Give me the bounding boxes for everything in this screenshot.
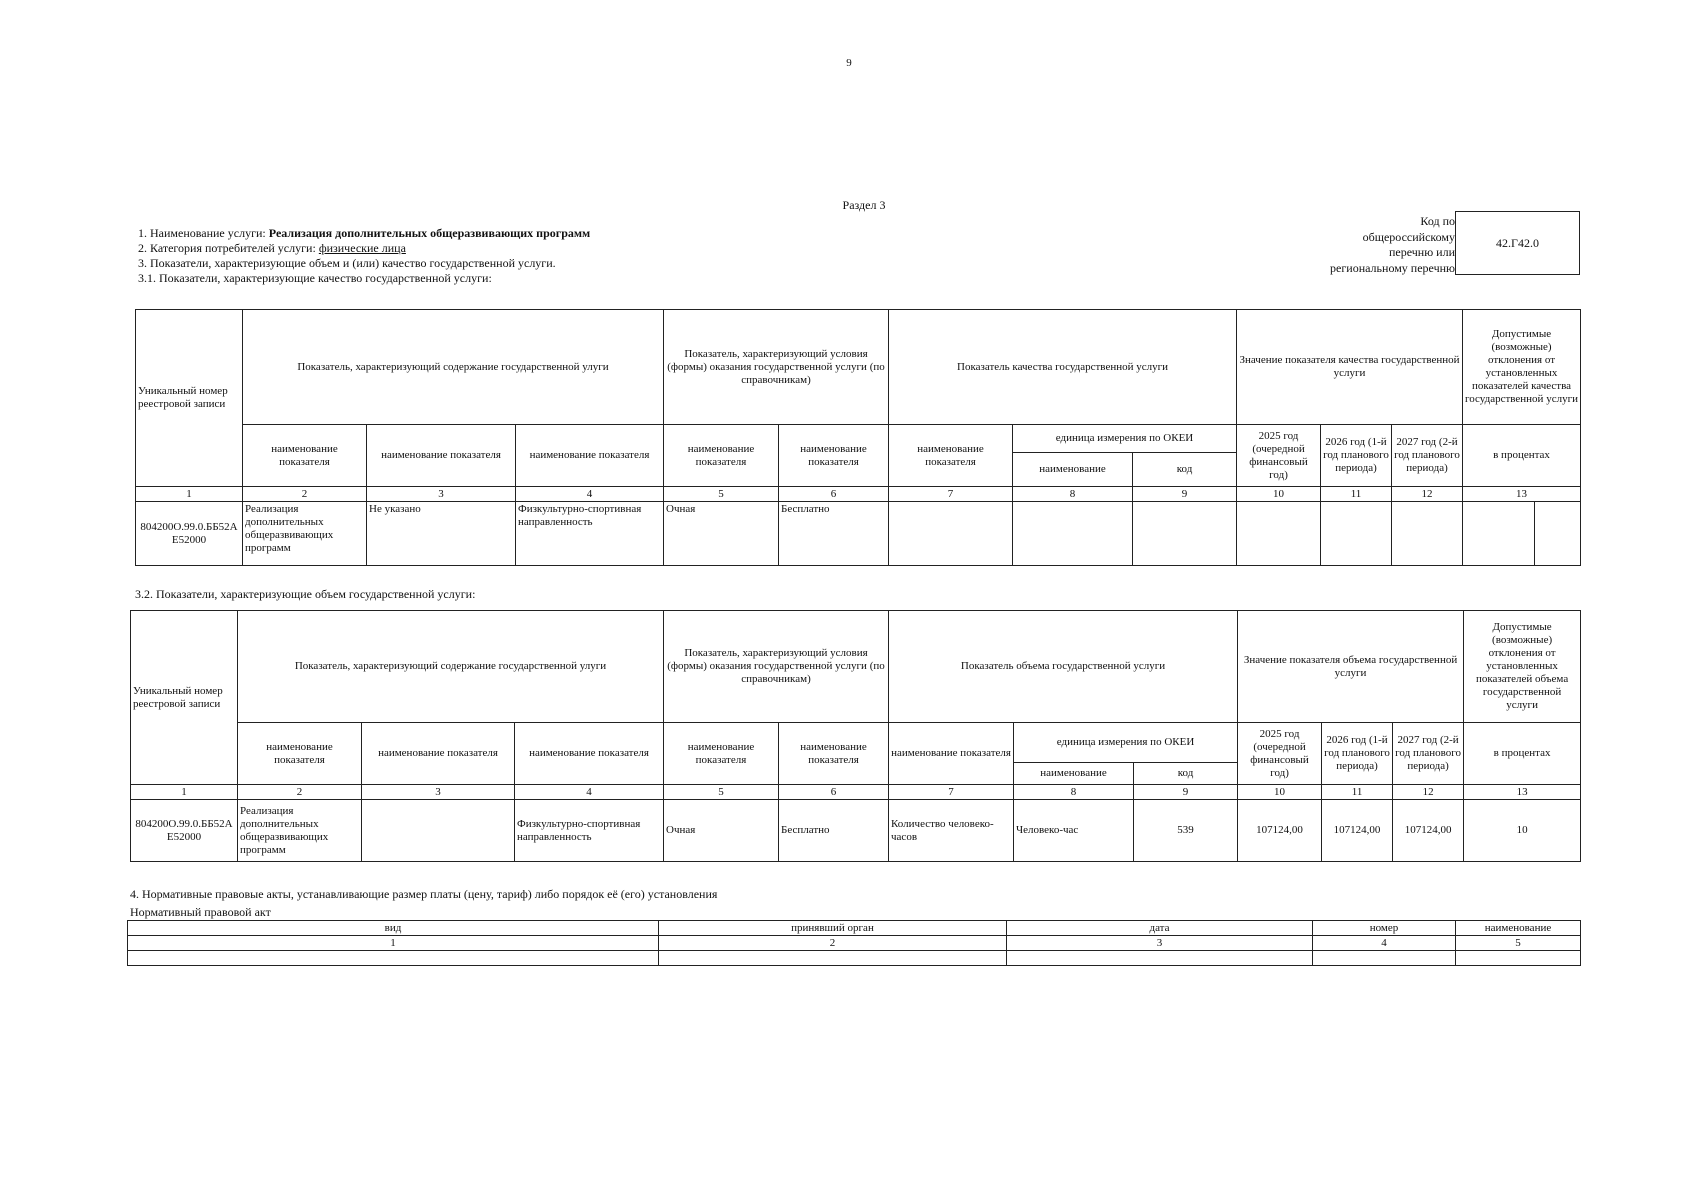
column-numbers-row bbox=[128, 936, 1581, 951]
cell-unique-number: 804200О.99.0.ББ52АЕ52000 bbox=[136, 502, 243, 566]
header-content-indicator: Показатель, характеризующий содержание государственной улуги bbox=[243, 310, 664, 425]
column-number: 5 bbox=[664, 487, 779, 502]
column-number: 9 bbox=[1133, 487, 1237, 502]
cell-condition-1: Очная bbox=[664, 800, 779, 862]
page-number: 9 bbox=[846, 57, 852, 69]
header-volume-indicator: Показатель объема государственной услуги bbox=[889, 611, 1238, 723]
cell-deviation-percent: 10 bbox=[1464, 800, 1581, 862]
subheader-name-indicator: наименование показателя bbox=[238, 723, 362, 785]
column-number: 7 bbox=[889, 487, 1013, 502]
subheader-percent: в процентах bbox=[1464, 723, 1581, 785]
consumer-category-line bbox=[138, 241, 590, 256]
header-allowed-deviation: Допустимые (возможные) отклонения от установленных показателей качества государственной услуги bbox=[1463, 310, 1581, 425]
service-name-line bbox=[138, 226, 590, 241]
header-title: наименование bbox=[1456, 921, 1581, 936]
column-number: 11 bbox=[1321, 487, 1392, 502]
cell-empty bbox=[1133, 502, 1237, 566]
column-number: 8 bbox=[1013, 487, 1133, 502]
column-number: 1 bbox=[131, 785, 238, 800]
column-number: 1 bbox=[136, 487, 243, 502]
column-number: 2 bbox=[238, 785, 362, 800]
cell-content-1: Реализация дополнительных общеразвивающих программ bbox=[243, 502, 367, 566]
consumer-category-value: физические лица bbox=[318, 241, 406, 255]
column-number: 6 bbox=[779, 487, 889, 502]
column-number: 5 bbox=[664, 785, 779, 800]
column-number: 13 bbox=[1464, 785, 1581, 800]
column-number: 5 bbox=[1456, 936, 1581, 951]
cell-empty bbox=[1392, 502, 1463, 566]
subheader-year-2026: 2026 год (1-й год планового периода) bbox=[1322, 723, 1393, 785]
service-intro bbox=[138, 226, 590, 286]
legal-acts-table bbox=[127, 920, 1581, 966]
subheader-year-2025: 2025 год (очередной финансовый год) bbox=[1238, 723, 1322, 785]
service-name-label: 1. Наименование услуги: bbox=[138, 226, 269, 240]
cell-condition-2: Бесплатно bbox=[779, 502, 889, 566]
subheader-unit-name: наименование bbox=[1013, 453, 1133, 487]
column-numbers-row bbox=[136, 487, 1581, 502]
consumer-category-label: 2. Категория потребителей услуги: bbox=[138, 241, 319, 255]
column-number: 8 bbox=[1014, 785, 1134, 800]
code-label-line: общероссийскому bbox=[1362, 229, 1455, 244]
subheader-name-indicator: наименование показателя bbox=[516, 425, 664, 487]
column-number: 3 bbox=[362, 785, 515, 800]
table-header-row bbox=[128, 921, 1581, 936]
cell-value-2027: 107124,00 bbox=[1393, 800, 1464, 862]
subheader-unit-code: код bbox=[1134, 763, 1238, 785]
subheader-year-2027: 2027 год (2-й год планового периода) bbox=[1393, 723, 1464, 785]
cell-value-2026: 107124,00 bbox=[1322, 800, 1393, 862]
legal-acts-subheading: Нормативный правовой акт bbox=[130, 905, 271, 919]
cell-volume-indicator-name: Количество человеко-часов bbox=[889, 800, 1014, 862]
subheader-unit-code: код bbox=[1133, 453, 1237, 487]
cell-empty bbox=[1535, 502, 1581, 566]
cell-empty bbox=[1463, 502, 1535, 566]
column-numbers-row bbox=[131, 785, 1581, 800]
table-row bbox=[131, 800, 1581, 862]
cell-empty bbox=[1321, 502, 1392, 566]
cell-empty bbox=[1313, 951, 1456, 966]
cell-empty bbox=[659, 951, 1007, 966]
cell-content-3: Физкультурно-спортивная направленность bbox=[515, 800, 664, 862]
subheader-name-indicator: наименование показателя bbox=[515, 723, 664, 785]
volume-indicators-heading: 3.2. Показатели, характеризующие объем государственной услуги: bbox=[135, 587, 476, 601]
code-value: 42.Г42.0 bbox=[1496, 235, 1539, 250]
indicators-line: 3. Показатели, характеризующие объем и (или) качество государственной услуги. bbox=[138, 256, 556, 270]
header-authority: принявший орган bbox=[659, 921, 1007, 936]
legal-acts-heading: 4. Нормативные правовые акты, устанавливающие размер платы (цену, тариф) либо порядок её (его) установления bbox=[130, 887, 718, 901]
code-label-line: перечню или bbox=[1388, 245, 1455, 259]
column-number: 10 bbox=[1238, 785, 1322, 800]
header-unique-number: Уникальный номер реестровой записи bbox=[136, 310, 243, 487]
header-allowed-deviation: Допустимые (возможные) отклонения от установленных показателей объема государственной услуги bbox=[1464, 611, 1581, 723]
header-conditions-indicator: Показатель, характеризующий условия (формы) оказания государственной услуги (по справочникам) bbox=[664, 310, 889, 425]
cell-condition-1: Очная bbox=[664, 502, 779, 566]
cell-empty bbox=[1007, 951, 1313, 966]
service-name-value: Реализация дополнительных общеразвивающих программ bbox=[268, 226, 591, 240]
subheader-name-indicator: наименование показателя bbox=[243, 425, 367, 487]
column-number: 2 bbox=[243, 487, 367, 502]
volume-table bbox=[130, 610, 1581, 862]
quality-indicators-heading: 3.1. Показатели, характеризующие качество государственной услуги: bbox=[138, 271, 492, 285]
subheader-name-indicator: наименование показателя bbox=[889, 425, 1013, 487]
subheader-name-indicator: наименование показателя bbox=[367, 425, 516, 487]
header-conditions-indicator: Показатель, характеризующий условия (формы) оказания государственной услуги (по справочникам) bbox=[664, 611, 889, 723]
column-number: 4 bbox=[1313, 936, 1456, 951]
subheader-year-2025: 2025 год (очередной финансовый год) bbox=[1237, 425, 1321, 487]
cell-content-2 bbox=[362, 800, 515, 862]
column-number: 3 bbox=[367, 487, 516, 502]
table-row bbox=[136, 502, 1581, 566]
column-number: 1 bbox=[128, 936, 659, 951]
subheader-name-indicator: наименование показателя bbox=[779, 723, 889, 785]
subheader-name-indicator: наименование показателя bbox=[664, 425, 779, 487]
cell-value-2025: 107124,00 bbox=[1238, 800, 1322, 862]
cell-content-1: Реализация дополнительных общеразвивающих программ bbox=[238, 800, 362, 862]
header-quality-indicator: Показатель качества государственной услуги bbox=[889, 310, 1237, 425]
header-unique-number: Уникальный номер реестровой записи bbox=[131, 611, 238, 785]
cell-content-2: Не указано bbox=[367, 502, 516, 566]
header-type: вид bbox=[128, 921, 659, 936]
code-box bbox=[1455, 211, 1580, 275]
quality-table bbox=[135, 309, 1581, 566]
subheader-year-2027: 2027 год (2-й год планового периода) bbox=[1392, 425, 1463, 487]
column-number: 10 bbox=[1237, 487, 1321, 502]
cell-unit-name: Человеко-час bbox=[1014, 800, 1134, 862]
subheader-name-indicator: наименование показателя bbox=[889, 723, 1014, 785]
subheader-name-indicator: наименование показателя bbox=[362, 723, 515, 785]
header-quality-value: Значение показателя качества государственной услуги bbox=[1237, 310, 1463, 425]
cell-empty bbox=[1013, 502, 1133, 566]
column-number: 7 bbox=[889, 785, 1014, 800]
subheader-okei-unit: единица измерения по ОКЕИ bbox=[1014, 723, 1238, 763]
cell-unit-code: 539 bbox=[1134, 800, 1238, 862]
subheader-name-indicator: наименование показателя bbox=[779, 425, 889, 487]
code-label bbox=[1300, 214, 1455, 276]
header-date: дата bbox=[1007, 921, 1313, 936]
header-number: номер bbox=[1313, 921, 1456, 936]
header-content-indicator: Показатель, характеризующий содержание государственной улуги bbox=[238, 611, 664, 723]
column-number: 3 bbox=[1007, 936, 1313, 951]
code-label-line: региональному перечню bbox=[1330, 260, 1455, 275]
subheader-year-2026: 2026 год (1-й год планового периода) bbox=[1321, 425, 1392, 487]
cell-empty bbox=[1456, 951, 1581, 966]
cell-empty bbox=[1237, 502, 1321, 566]
header-volume-value: Значение показателя объема государственной услуги bbox=[1238, 611, 1464, 723]
subheader-unit-name: наименование bbox=[1014, 763, 1134, 785]
column-number: 9 bbox=[1134, 785, 1238, 800]
column-number: 2 bbox=[659, 936, 1007, 951]
column-number: 4 bbox=[516, 487, 664, 502]
cell-condition-2: Бесплатно bbox=[779, 800, 889, 862]
column-number: 12 bbox=[1393, 785, 1464, 800]
cell-content-3: Физкультурно-спортивная направленность bbox=[516, 502, 664, 566]
cell-empty bbox=[889, 502, 1013, 566]
cell-unique-number: 804200О.99.0.ББ52АЕ52000 bbox=[131, 800, 238, 862]
column-number: 6 bbox=[779, 785, 889, 800]
column-number: 11 bbox=[1322, 785, 1393, 800]
section-title: Раздел 3 bbox=[842, 198, 886, 212]
subheader-okei-unit: единица измерения по ОКЕИ bbox=[1013, 425, 1237, 453]
column-number: 4 bbox=[515, 785, 664, 800]
column-number: 12 bbox=[1392, 487, 1463, 502]
column-number: 13 bbox=[1463, 487, 1581, 502]
cell-empty bbox=[128, 951, 659, 966]
table-row bbox=[128, 951, 1581, 966]
subheader-name-indicator: наименование показателя bbox=[664, 723, 779, 785]
code-label-line: Код по bbox=[1420, 214, 1455, 228]
subheader-percent: в процентах bbox=[1463, 425, 1581, 487]
